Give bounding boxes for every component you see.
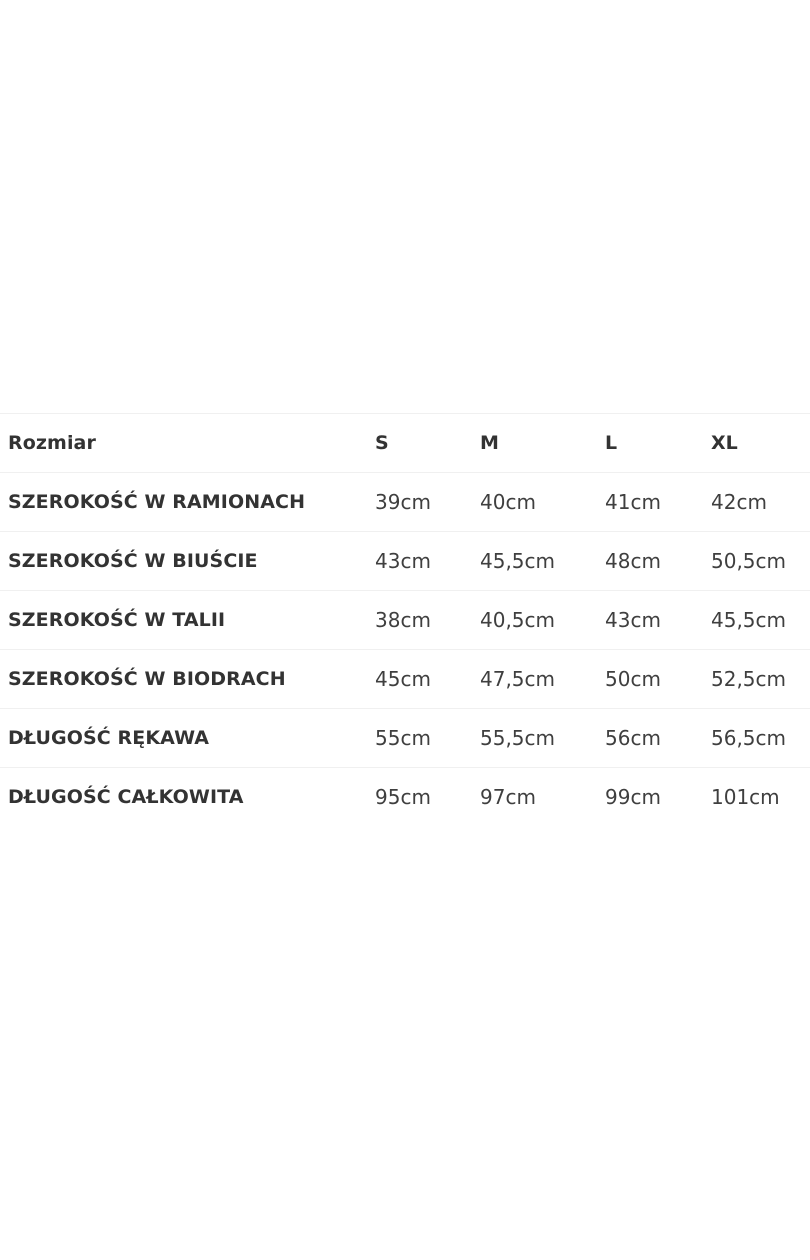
header-label-rozmiar: Rozmiar [8, 432, 96, 454]
cell-value: 45cm [375, 667, 431, 691]
cell-value: 45,5cm [711, 608, 787, 632]
table-header-row [0, 414, 810, 473]
table-row [0, 650, 810, 709]
cell-value: 55cm [375, 726, 431, 750]
table-row [0, 473, 810, 532]
table-row [0, 591, 810, 650]
cell-value: 43cm [605, 608, 661, 632]
cell-value: 99cm [605, 785, 661, 810]
size-chart-table [0, 413, 810, 827]
cell-value: 41cm [605, 490, 661, 514]
cell-value: 50,5cm [711, 549, 787, 573]
cell-value: 56cm [605, 726, 661, 750]
table-row [0, 768, 810, 827]
cell-value: 97cm [480, 785, 536, 810]
row-label: SZEROKOŚĆ W TALII [8, 609, 226, 631]
header-size-s: S [375, 432, 389, 454]
cell-value: 43cm [375, 549, 431, 573]
cell-value: 47,5cm [480, 667, 556, 691]
cell-value: 38cm [375, 608, 431, 632]
cell-value: 40cm [480, 490, 536, 514]
header-size-xl: XL [711, 432, 738, 454]
cell-value: 50cm [605, 667, 661, 691]
row-label: DŁUGOŚĆ CAŁKOWITA [8, 786, 244, 809]
table-row [0, 532, 810, 591]
row-label: SZEROKOŚĆ W BIUŚCIE [8, 550, 258, 572]
row-label: SZEROKOŚĆ W BIODRACH [8, 668, 286, 690]
cell-value: 42cm [711, 490, 767, 514]
table-row [0, 709, 810, 768]
cell-value: 56,5cm [711, 726, 787, 750]
row-label: DŁUGOŚĆ RĘKAWA [8, 727, 210, 749]
cell-value: 95cm [375, 785, 431, 810]
cell-value: 48cm [605, 549, 661, 573]
cell-value: 45,5cm [480, 549, 556, 573]
cell-value: 40,5cm [480, 608, 556, 632]
header-size-m: M [480, 432, 499, 454]
row-label: SZEROKOŚĆ W RAMIONACH [8, 491, 306, 513]
cell-value: 39cm [375, 490, 431, 514]
header-size-l: L [605, 432, 618, 454]
cell-value: 52,5cm [711, 667, 787, 691]
cell-value: 55,5cm [480, 726, 556, 750]
cell-value: 101cm [711, 785, 780, 810]
